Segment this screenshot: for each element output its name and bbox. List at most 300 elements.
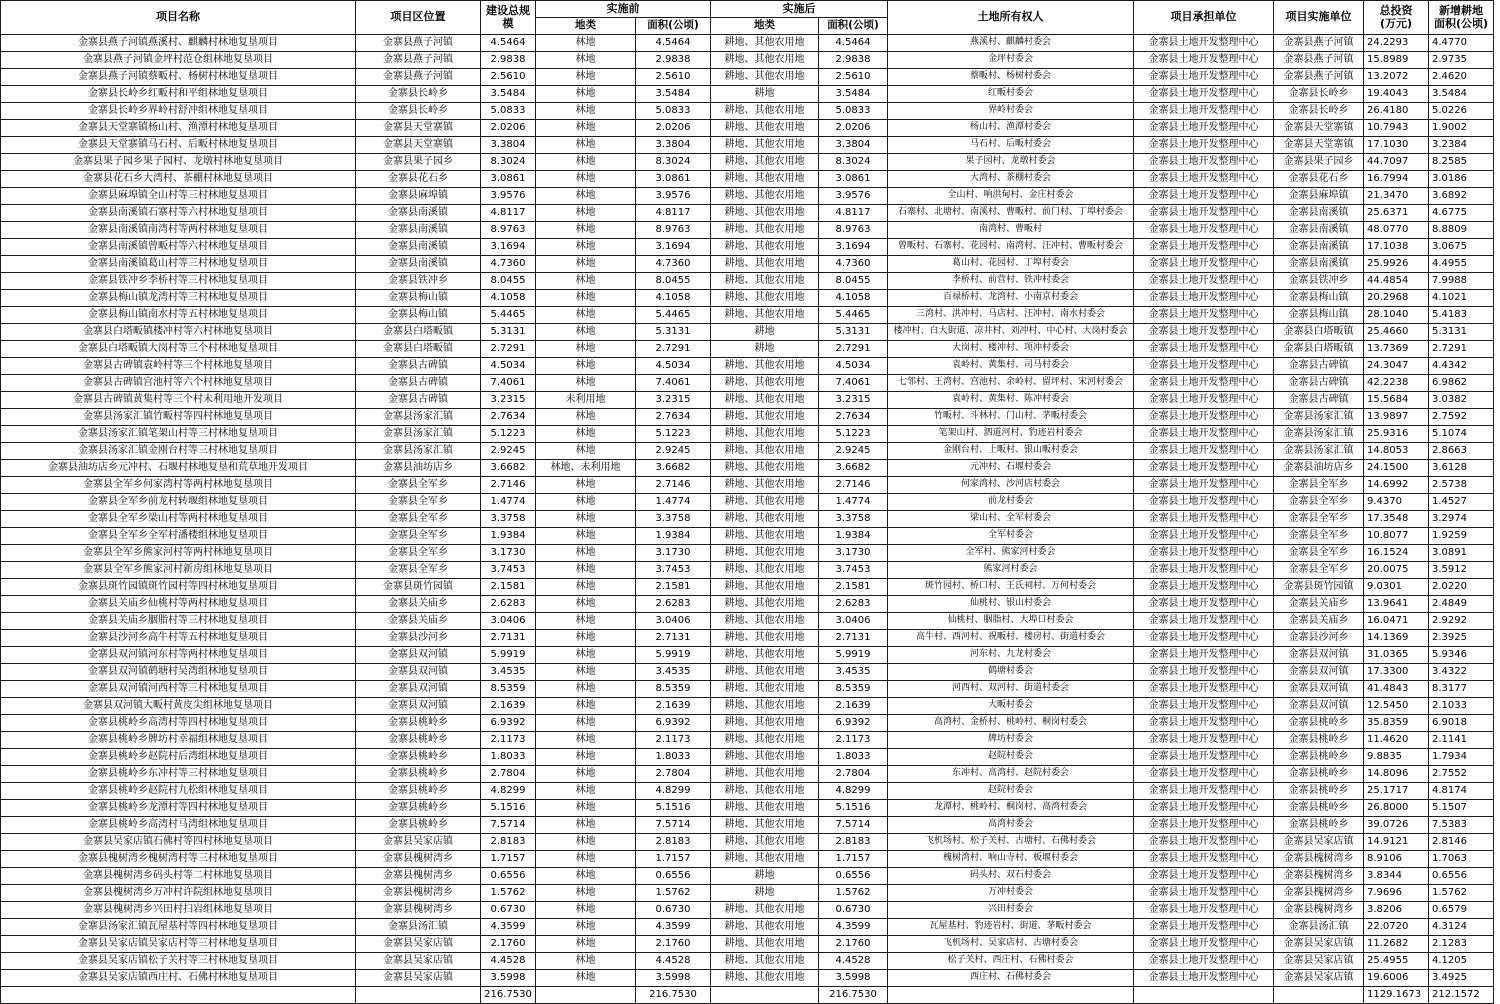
cell-land-owner: 竹畈村、斗林村、门山村、茅畈村委会 xyxy=(888,409,1134,426)
cell-post-area: 5.9919 xyxy=(819,647,888,664)
cell-new-farmland-area: 4.3124 xyxy=(1429,919,1494,936)
cell-land-owner: 石寨村、北塘村、南溪村、曹畈村、前门村、丁埠村委会 xyxy=(888,205,1134,222)
cell-post-land-type: 耕地、其他农用地 xyxy=(711,936,819,953)
cell-implementing-unit: 金寨县油坊店乡 xyxy=(1274,460,1364,477)
cell-new-farmland-area: 4.4955 xyxy=(1429,256,1494,273)
cell-total-investment: 3.8206 xyxy=(1364,902,1429,919)
table-row xyxy=(1,392,1494,409)
cell-implementing-unit: 金寨县天堂寨镇 xyxy=(1274,137,1364,154)
cell-post-area: 3.1694 xyxy=(819,239,888,256)
cell-pre-area: 2.7131 xyxy=(636,630,711,647)
cell-undertaking-unit: 金寨县土地开发整理中心 xyxy=(1134,69,1274,86)
cell-post-area: 3.6682 xyxy=(819,460,888,477)
cell-new-farmland-area: 2.1141 xyxy=(1429,732,1494,749)
cell-project-name: 金寨县沙河乡高牛村等五村林地复垦项目 xyxy=(1,630,356,647)
cell-implementing-unit: 金寨县南溪镇 xyxy=(1274,256,1364,273)
cell-total-investment: 13.9897 xyxy=(1364,409,1429,426)
cell-new-farmland-area: 3.2974 xyxy=(1429,511,1494,528)
cell-project-name: 金寨县斑竹园镇斑竹园村等四村林地复垦项目 xyxy=(1,579,356,596)
cell-project-name: 金寨县燕子河镇金坪村范仓组林地复垦项目 xyxy=(1,52,356,69)
cell-implementing-unit: 金寨县沙河乡 xyxy=(1274,630,1364,647)
cell-undertaking-unit: 金寨县土地开发整理中心 xyxy=(1134,766,1274,783)
cell-pre-land-type: 林地 xyxy=(536,732,636,749)
cell-implementing-unit: 金寨县天堂寨镇 xyxy=(1274,120,1364,137)
cell-land-owner: 金刚台村、上畈村、银山畈村委会 xyxy=(888,443,1134,460)
header-new-farmland-line2: 面积(公顷) xyxy=(1433,16,1489,30)
cell-pre-land-type: 林地 xyxy=(536,375,636,392)
cell-project-name: 金寨县麻埠镇全山村等三村林地复垦项目 xyxy=(1,188,356,205)
total-project-name xyxy=(1,987,356,1004)
cell-implementing-unit: 金寨县南溪镇 xyxy=(1274,205,1364,222)
cell-total-investment: 24.2293 xyxy=(1364,35,1429,52)
cell-new-farmland-area: 4.1021 xyxy=(1429,290,1494,307)
cell-total-investment: 13.7369 xyxy=(1364,341,1429,358)
cell-pre-area: 4.1058 xyxy=(636,290,711,307)
cell-land-owner: 仙桃村、胭脂村、大埠口村委会 xyxy=(888,613,1134,630)
table-row xyxy=(1,86,1494,103)
cell-pre-land-type: 林地、未利用地 xyxy=(536,460,636,477)
cell-total-investment: 25.4955 xyxy=(1364,953,1429,970)
cell-construction-scale: 1.4774 xyxy=(481,494,536,511)
cell-post-area: 5.4465 xyxy=(819,307,888,324)
cell-undertaking-unit: 金寨县土地开发整理中心 xyxy=(1134,732,1274,749)
cell-implementing-unit: 金寨县梅山镇 xyxy=(1274,307,1364,324)
cell-construction-scale: 4.4528 xyxy=(481,953,536,970)
total-row xyxy=(1,987,1494,1004)
cell-implementing-unit: 金寨县斑竹园镇 xyxy=(1274,579,1364,596)
cell-undertaking-unit: 金寨县土地开发整理中心 xyxy=(1134,137,1274,154)
cell-land-owner: 龙潭村、桃岭村、桐岗村、高湾村委会 xyxy=(888,800,1134,817)
cell-new-farmland-area: 2.9292 xyxy=(1429,613,1494,630)
cell-project-location: 金寨县吴家店镇 xyxy=(356,970,481,987)
cell-project-location: 金寨县燕子河镇 xyxy=(356,35,481,52)
cell-project-location: 金寨县汤家汇镇 xyxy=(356,409,481,426)
cell-pre-area: 3.1694 xyxy=(636,239,711,256)
cell-pre-land-type: 林地 xyxy=(536,545,636,562)
cell-pre-land-type: 林地 xyxy=(536,851,636,868)
cell-total-investment: 14.6992 xyxy=(1364,477,1429,494)
cell-project-name: 金寨县吴家店镇松子关村等三村林地复垦项目 xyxy=(1,953,356,970)
table-row xyxy=(1,885,1494,902)
cell-project-location: 金寨县桃岭乡 xyxy=(356,715,481,732)
cell-post-land-type: 耕地、其他农用地 xyxy=(711,120,819,137)
cell-pre-area: 2.9245 xyxy=(636,443,711,460)
cell-pre-area: 8.3024 xyxy=(636,154,711,171)
cell-post-area: 2.7804 xyxy=(819,766,888,783)
cell-implementing-unit: 金寨县南溪镇 xyxy=(1274,222,1364,239)
cell-undertaking-unit: 金寨县土地开发整理中心 xyxy=(1134,477,1274,494)
cell-post-area: 3.5484 xyxy=(819,86,888,103)
cell-pre-area: 3.0861 xyxy=(636,171,711,188)
cell-post-area: 4.3599 xyxy=(819,919,888,936)
table-row xyxy=(1,562,1494,579)
cell-total-investment: 28.1040 xyxy=(1364,307,1429,324)
cell-construction-scale: 3.1694 xyxy=(481,239,536,256)
cell-post-land-type: 耕地、其他农用地 xyxy=(711,154,819,171)
cell-implementing-unit: 金寨县全军乡 xyxy=(1274,477,1364,494)
cell-new-farmland-area: 2.9735 xyxy=(1429,52,1494,69)
cell-new-farmland-area: 2.8663 xyxy=(1429,443,1494,460)
cell-pre-land-type: 林地 xyxy=(536,579,636,596)
table-row xyxy=(1,52,1494,69)
cell-project-name: 金寨县双河镇鹤塘村吴湾组林地复垦项目 xyxy=(1,664,356,681)
cell-undertaking-unit: 金寨县土地开发整理中心 xyxy=(1134,511,1274,528)
cell-pre-land-type: 林地 xyxy=(536,698,636,715)
cell-implementing-unit: 金寨县吴家店镇 xyxy=(1274,936,1364,953)
cell-post-land-type: 耕地、其他农用地 xyxy=(711,800,819,817)
cell-construction-scale: 2.5610 xyxy=(481,69,536,86)
table-row xyxy=(1,919,1494,936)
table-row xyxy=(1,171,1494,188)
cell-pre-area: 2.0206 xyxy=(636,120,711,137)
cell-pre-land-type: 林地 xyxy=(536,562,636,579)
cell-pre-land-type: 林地 xyxy=(536,52,636,69)
cell-post-area: 3.5998 xyxy=(819,970,888,987)
cell-post-land-type: 耕地、其他农用地 xyxy=(711,766,819,783)
cell-post-land-type: 耕地、其他农用地 xyxy=(711,749,819,766)
cell-post-area: 4.7360 xyxy=(819,256,888,273)
cell-project-location: 金寨县斑竹园镇 xyxy=(356,579,481,596)
cell-construction-scale: 2.1581 xyxy=(481,579,536,596)
cell-undertaking-unit: 金寨县土地开发整理中心 xyxy=(1134,834,1274,851)
cell-pre-area: 7.4061 xyxy=(636,375,711,392)
header-investment-line2: (万元) xyxy=(1379,16,1413,30)
cell-pre-area: 4.8117 xyxy=(636,205,711,222)
table-row xyxy=(1,137,1494,154)
cell-implementing-unit: 金寨县汤汇镇 xyxy=(1274,919,1364,936)
table-row xyxy=(1,766,1494,783)
cell-implementing-unit: 金寨县燕子河镇 xyxy=(1274,35,1364,52)
cell-pre-land-type: 林地 xyxy=(536,120,636,137)
cell-project-name: 金寨县长岭乡红畈村和平组林地复垦项目 xyxy=(1,86,356,103)
cell-pre-land-type: 林地 xyxy=(536,137,636,154)
cell-total-investment: 14.8096 xyxy=(1364,766,1429,783)
cell-new-farmland-area: 3.4925 xyxy=(1429,970,1494,987)
cell-post-area: 4.1058 xyxy=(819,290,888,307)
cell-post-area: 5.3131 xyxy=(819,324,888,341)
cell-pre-area: 0.6730 xyxy=(636,902,711,919)
cell-new-farmland-area: 2.7592 xyxy=(1429,409,1494,426)
cell-implementing-unit: 金寨县关庙乡 xyxy=(1274,596,1364,613)
cell-implementing-unit: 金寨县白塔畈镇 xyxy=(1274,324,1364,341)
cell-post-area: 7.4061 xyxy=(819,375,888,392)
cell-implementing-unit: 金寨县古碑镇 xyxy=(1274,392,1364,409)
cell-post-land-type: 耕地、其他农用地 xyxy=(711,52,819,69)
cell-post-land-type: 耕地 xyxy=(711,868,819,885)
cell-project-location: 金寨县花石乡 xyxy=(356,171,481,188)
cell-new-farmland-area: 3.0891 xyxy=(1429,545,1494,562)
cell-construction-scale: 2.8183 xyxy=(481,834,536,851)
cell-total-investment: 3.8344 xyxy=(1364,868,1429,885)
cell-post-land-type: 耕地、其他农用地 xyxy=(711,715,819,732)
cell-pre-area: 2.6283 xyxy=(636,596,711,613)
cell-post-area: 2.1173 xyxy=(819,732,888,749)
cell-undertaking-unit: 金寨县土地开发整理中心 xyxy=(1134,681,1274,698)
cell-undertaking-unit: 金寨县土地开发整理中心 xyxy=(1134,52,1274,69)
cell-implementing-unit: 金寨县桃岭乡 xyxy=(1274,715,1364,732)
cell-project-location: 金寨县吴家店镇 xyxy=(356,953,481,970)
cell-new-farmland-area: 0.6579 xyxy=(1429,902,1494,919)
cell-construction-scale: 8.3024 xyxy=(481,154,536,171)
cell-construction-scale: 2.7804 xyxy=(481,766,536,783)
total-new-farmland-area: 212.1572 xyxy=(1429,987,1494,1004)
cell-pre-land-type: 林地 xyxy=(536,630,636,647)
cell-total-investment: 16.0471 xyxy=(1364,613,1429,630)
cell-post-area: 2.1581 xyxy=(819,579,888,596)
cell-land-owner: 葛山村、花园村、丁埠村委会 xyxy=(888,256,1134,273)
header-post-group: 实施后 xyxy=(711,1,888,18)
table-row xyxy=(1,256,1494,273)
header-location: 项目区位置 xyxy=(356,1,481,35)
cell-pre-area: 2.9838 xyxy=(636,52,711,69)
total-implementing-unit xyxy=(1274,987,1364,1004)
cell-construction-scale: 3.5484 xyxy=(481,86,536,103)
cell-project-location: 金寨县麻埠镇 xyxy=(356,188,481,205)
table-row xyxy=(1,120,1494,137)
cell-new-farmland-area: 3.5484 xyxy=(1429,86,1494,103)
cell-undertaking-unit: 金寨县土地开发整理中心 xyxy=(1134,817,1274,834)
cell-new-farmland-area: 5.9346 xyxy=(1429,647,1494,664)
cell-undertaking-unit: 金寨县土地开发整理中心 xyxy=(1134,647,1274,664)
cell-project-name: 金寨县长岭乡界岭村舒冲组林地复垦项目 xyxy=(1,103,356,120)
cell-undertaking-unit: 金寨县土地开发整理中心 xyxy=(1134,273,1274,290)
table-row xyxy=(1,188,1494,205)
cell-land-owner: 袁岭村、黄集村、陈冲村委会 xyxy=(888,392,1134,409)
cell-construction-scale: 3.3804 xyxy=(481,137,536,154)
cell-post-land-type: 耕地、其他农用地 xyxy=(711,698,819,715)
cell-project-location: 金寨县桃岭乡 xyxy=(356,749,481,766)
cell-total-investment: 12.5450 xyxy=(1364,698,1429,715)
cell-project-location: 金寨县南溪镇 xyxy=(356,239,481,256)
cell-project-name: 金寨县全军乡前龙村转堰组林地复垦项目 xyxy=(1,494,356,511)
cell-undertaking-unit: 金寨县土地开发整理中心 xyxy=(1134,392,1274,409)
cell-new-farmland-area: 2.4620 xyxy=(1429,69,1494,86)
cell-undertaking-unit: 金寨县土地开发整理中心 xyxy=(1134,460,1274,477)
header-undertaker: 项目承担单位 xyxy=(1134,1,1274,35)
cell-new-farmland-area: 1.7063 xyxy=(1429,851,1494,868)
cell-pre-land-type: 林地 xyxy=(536,885,636,902)
table-row xyxy=(1,715,1494,732)
cell-land-owner: 燕溪村、麒麟村委会 xyxy=(888,35,1134,52)
cell-project-location: 金寨县槐树湾乡 xyxy=(356,851,481,868)
table-row xyxy=(1,477,1494,494)
cell-pre-area: 1.4774 xyxy=(636,494,711,511)
cell-construction-scale: 5.0833 xyxy=(481,103,536,120)
cell-land-owner: 界岭村委会 xyxy=(888,103,1134,120)
cell-post-land-type: 耕地 xyxy=(711,341,819,358)
cell-new-farmland-area: 8.8809 xyxy=(1429,222,1494,239)
cell-pre-area: 4.5034 xyxy=(636,358,711,375)
cell-pre-land-type: 林地 xyxy=(536,817,636,834)
cell-land-owner: 河东村、九龙村委会 xyxy=(888,647,1134,664)
cell-implementing-unit: 金寨县全军乡 xyxy=(1274,528,1364,545)
cell-post-land-type: 耕地、其他农用地 xyxy=(711,460,819,477)
table-row xyxy=(1,273,1494,290)
header-post-land-type: 地类 xyxy=(711,18,819,35)
cell-undertaking-unit: 金寨县土地开发整理中心 xyxy=(1134,103,1274,120)
cell-pre-area: 4.4528 xyxy=(636,953,711,970)
cell-total-investment: 17.1030 xyxy=(1364,137,1429,154)
cell-post-area: 7.5714 xyxy=(819,817,888,834)
cell-land-owner: 红畈村委会 xyxy=(888,86,1134,103)
cell-post-area: 1.5762 xyxy=(819,885,888,902)
cell-implementing-unit: 金寨县桃岭乡 xyxy=(1274,817,1364,834)
cell-pre-land-type: 林地 xyxy=(536,647,636,664)
cell-implementing-unit: 金寨县槐树湾乡 xyxy=(1274,902,1364,919)
cell-project-name: 金寨县吴家店镇西庄村、石佛村林地复垦项目 xyxy=(1,970,356,987)
cell-new-farmland-area: 7.9988 xyxy=(1429,273,1494,290)
cell-construction-scale: 2.1760 xyxy=(481,936,536,953)
cell-total-investment: 20.2968 xyxy=(1364,290,1429,307)
cell-project-name: 金寨县槐树湾乡槐树湾村等三村林地复垦项目 xyxy=(1,851,356,868)
cell-post-area: 3.3804 xyxy=(819,137,888,154)
table-row xyxy=(1,817,1494,834)
cell-pre-land-type: 林地 xyxy=(536,222,636,239)
table-row xyxy=(1,205,1494,222)
cell-land-owner: 三湾村、洪冲村、马店村、汪冲村、南水村委会 xyxy=(888,307,1134,324)
table-row xyxy=(1,511,1494,528)
cell-project-name: 金寨县汤家汇镇竹畈村等四村林地复垦项目 xyxy=(1,409,356,426)
cell-new-farmland-area: 2.0220 xyxy=(1429,579,1494,596)
cell-project-location: 金寨县桃岭乡 xyxy=(356,817,481,834)
cell-pre-land-type: 林地 xyxy=(536,409,636,426)
cell-project-location: 金寨县槐树湾乡 xyxy=(356,868,481,885)
cell-project-location: 金寨县双河镇 xyxy=(356,647,481,664)
cell-total-investment: 10.7943 xyxy=(1364,120,1429,137)
cell-undertaking-unit: 金寨县土地开发整理中心 xyxy=(1134,715,1274,732)
cell-land-owner: 前龙村委会 xyxy=(888,494,1134,511)
cell-new-farmland-area: 3.5912 xyxy=(1429,562,1494,579)
cell-pre-land-type: 林地 xyxy=(536,341,636,358)
cell-post-land-type: 耕地、其他农用地 xyxy=(711,137,819,154)
cell-implementing-unit: 金寨县桃岭乡 xyxy=(1274,732,1364,749)
cell-land-owner: 高湾村委会 xyxy=(888,817,1134,834)
cell-implementing-unit: 金寨县白塔畈镇 xyxy=(1274,341,1364,358)
cell-new-farmland-area: 1.7934 xyxy=(1429,749,1494,766)
cell-implementing-unit: 金寨县梅山镇 xyxy=(1274,290,1364,307)
cell-post-area: 1.9384 xyxy=(819,528,888,545)
cell-new-farmland-area: 4.6775 xyxy=(1429,205,1494,222)
cell-construction-scale: 5.1516 xyxy=(481,800,536,817)
cell-pre-area: 3.6682 xyxy=(636,460,711,477)
cell-undertaking-unit: 金寨县土地开发整理中心 xyxy=(1134,256,1274,273)
cell-new-farmland-area: 3.6892 xyxy=(1429,188,1494,205)
cell-new-farmland-area: 2.4849 xyxy=(1429,596,1494,613)
cell-project-name: 金寨县汤家汇镇金刚台村等三村林地复垦项目 xyxy=(1,443,356,460)
cell-pre-area: 5.0833 xyxy=(636,103,711,120)
cell-land-owner: 飞机场村、松子关村、古塘村、石佛村委会 xyxy=(888,834,1134,851)
cell-project-location: 金寨县汤汇镇 xyxy=(356,919,481,936)
cell-new-farmland-area: 2.3925 xyxy=(1429,630,1494,647)
cell-project-location: 金寨县吴家店镇 xyxy=(356,834,481,851)
header-investment xyxy=(1364,1,1429,35)
cell-post-land-type: 耕地、其他农用地 xyxy=(711,409,819,426)
cell-project-name: 金寨县全军乡熊家河村等两村林地复垦项目 xyxy=(1,545,356,562)
cell-implementing-unit: 金寨县桃岭乡 xyxy=(1274,766,1364,783)
cell-pre-area: 2.7146 xyxy=(636,477,711,494)
cell-new-farmland-area: 3.6128 xyxy=(1429,460,1494,477)
cell-post-land-type: 耕地、其他农用地 xyxy=(711,732,819,749)
cell-total-investment: 25.9316 xyxy=(1364,426,1429,443)
table-row xyxy=(1,664,1494,681)
table-row xyxy=(1,936,1494,953)
cell-pre-area: 5.3131 xyxy=(636,324,711,341)
cell-project-name: 金寨县桃岭乡赵院村后湾组林地复垦项目 xyxy=(1,749,356,766)
table-row xyxy=(1,545,1494,562)
cell-land-owner: 袁岭村、黄集村、司马村委会 xyxy=(888,358,1134,375)
cell-pre-area: 4.5464 xyxy=(636,35,711,52)
cell-pre-land-type: 林地 xyxy=(536,834,636,851)
cell-project-name: 金寨县吴家店镇石佛村等四村林地复垦项目 xyxy=(1,834,356,851)
cell-new-farmland-area: 2.1283 xyxy=(1429,936,1494,953)
cell-pre-area: 4.8299 xyxy=(636,783,711,800)
table-row xyxy=(1,868,1494,885)
cell-total-investment: 24.3047 xyxy=(1364,358,1429,375)
cell-total-investment: 10.8077 xyxy=(1364,528,1429,545)
cell-pre-area: 2.1639 xyxy=(636,698,711,715)
cell-pre-land-type: 林地 xyxy=(536,783,636,800)
cell-post-area: 5.1223 xyxy=(819,426,888,443)
cell-pre-area: 7.5714 xyxy=(636,817,711,834)
cell-post-area: 3.2315 xyxy=(819,392,888,409)
cell-undertaking-unit: 金寨县土地开发整理中心 xyxy=(1134,358,1274,375)
cell-project-name: 金寨县古碑镇袁岭村等三个村林地复垦项目 xyxy=(1,358,356,375)
cell-project-name: 金寨县全军乡全军村潘楼组林地复垦项目 xyxy=(1,528,356,545)
cell-undertaking-unit: 金寨县土地开发整理中心 xyxy=(1134,205,1274,222)
cell-construction-scale: 8.0455 xyxy=(481,273,536,290)
cell-pre-land-type: 林地 xyxy=(536,239,636,256)
cell-construction-scale: 5.4465 xyxy=(481,307,536,324)
table-row xyxy=(1,239,1494,256)
cell-project-name: 金寨县南溪镇南湾村等两村林地复垦项目 xyxy=(1,222,356,239)
cell-post-land-type: 耕地、其他农用地 xyxy=(711,528,819,545)
cell-pre-area: 1.8033 xyxy=(636,749,711,766)
cell-pre-land-type: 林地 xyxy=(536,953,636,970)
cell-construction-scale: 3.4535 xyxy=(481,664,536,681)
cell-undertaking-unit: 金寨县土地开发整理中心 xyxy=(1134,239,1274,256)
cell-project-location: 金寨县梅山镇 xyxy=(356,307,481,324)
cell-post-area: 0.6730 xyxy=(819,902,888,919)
cell-land-owner: 牌坊村委会 xyxy=(888,732,1134,749)
cell-new-farmland-area: 8.2585 xyxy=(1429,154,1494,171)
cell-post-land-type: 耕地、其他农用地 xyxy=(711,613,819,630)
cell-post-area: 8.5359 xyxy=(819,681,888,698)
cell-total-investment: 44.4854 xyxy=(1364,273,1429,290)
cell-construction-scale: 4.7360 xyxy=(481,256,536,273)
cell-project-name: 金寨县天堂寨镇马石村、后畈村林地复垦项目 xyxy=(1,137,356,154)
header-implementer: 项目实施单位 xyxy=(1274,1,1364,35)
header-scale: 建设总规模 xyxy=(481,1,536,35)
cell-project-name: 金寨县双河镇大畈村黄皮尖组林地复垦项目 xyxy=(1,698,356,715)
header-new-farmland-line1: 新增耕地 xyxy=(1439,4,1483,18)
cell-project-location: 金寨县天堂寨镇 xyxy=(356,120,481,137)
cell-project-location: 金寨县吴家店镇 xyxy=(356,936,481,953)
cell-total-investment: 25.6371 xyxy=(1364,205,1429,222)
table-row xyxy=(1,426,1494,443)
cell-land-owner: 蔡畈村、杨树村委会 xyxy=(888,69,1134,86)
cell-post-area: 2.0206 xyxy=(819,120,888,137)
cell-undertaking-unit: 金寨县土地开发整理中心 xyxy=(1134,171,1274,188)
cell-pre-land-type: 林地 xyxy=(536,103,636,120)
cell-project-name: 金寨县槐树湾乡兴田村扫岩组林地复垦项目 xyxy=(1,902,356,919)
cell-construction-scale: 2.7146 xyxy=(481,477,536,494)
cell-total-investment: 9.4370 xyxy=(1364,494,1429,511)
cell-new-farmland-area: 8.3177 xyxy=(1429,681,1494,698)
cell-project-name: 金寨县果子园乡果子园村、龙墩村林地复垦项目 xyxy=(1,154,356,171)
table-row xyxy=(1,902,1494,919)
table-row xyxy=(1,324,1494,341)
cell-post-area: 5.1516 xyxy=(819,800,888,817)
